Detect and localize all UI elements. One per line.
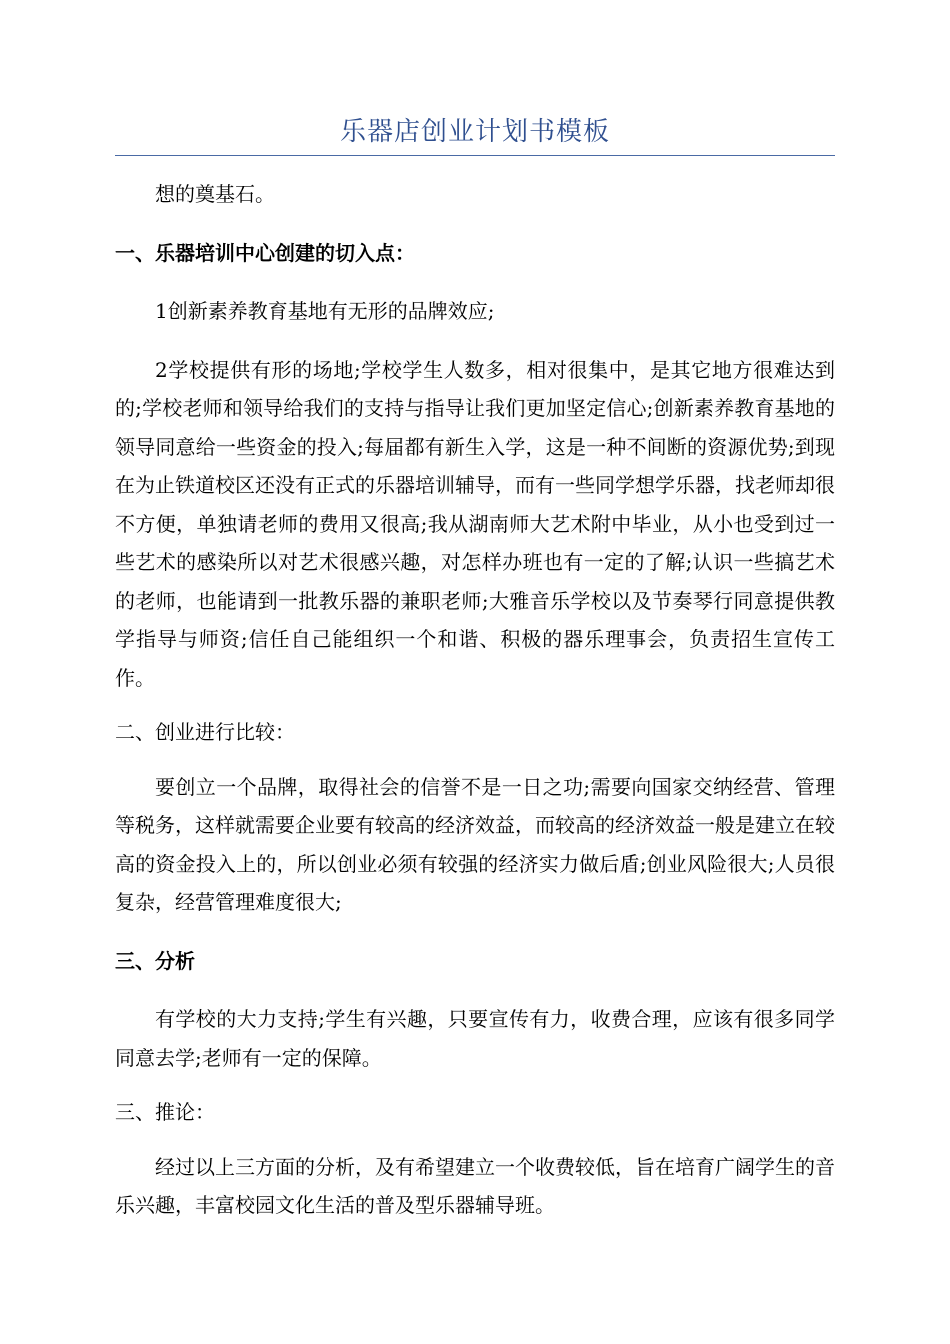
paragraph-analysis: 有学校的大力支持;学生有兴趣，只要宣传有力，收费合理，应该有很多同学同意去学;老师有一定的保障。 (115, 1007, 835, 1070)
paragraph-comparison: 要创立一个品牌，取得社会的信誉不是一日之功;需要向国家交纳经营、管理等税务，这样就需要企业要有较高的经济效益，而较高的经济效益一般是建立在较高的资金投入上的，所以创业必须有较强的经济实力做后盾;创业风险很大;人员很复杂，经营管理难度很大; (115, 774, 835, 914)
spacer (115, 1077, 835, 1093)
paragraph-point-1: 1创新素养教育基地有无形的品牌效应; (155, 299, 495, 323)
spacer (115, 1132, 835, 1148)
document-title: 乐器店创业计划书模板 (339, 117, 610, 147)
spacer (115, 272, 835, 292)
paragraph-continuation: 想的奠基石。 (155, 182, 275, 206)
section-heading-analysis: 三、分析 (115, 948, 195, 973)
document-header (115, 112, 835, 156)
section-heading-conclusion: 三、推论： (115, 1100, 215, 1124)
spacer (115, 980, 835, 1000)
document-body (115, 175, 835, 1225)
spacer (115, 214, 835, 234)
section-heading-comparison: 二、创业进行比较： (115, 720, 295, 744)
spacer (115, 697, 835, 713)
section-heading-entry-points: 一、乐器培训中心创建的切入点： (115, 240, 415, 265)
spacer (115, 752, 835, 768)
spacer (115, 922, 835, 942)
header-divider (115, 155, 835, 156)
paragraph-point-2: 2学校提供有形的场地;学校学生人数多，相对很集中，是其它地方很难达到的;学校老师和领导给我们的支持与指导让我们更加坚定信心;创新素养教育基地的领导同意给一些资金的投入;每届都有新生入学，这是一种不间断的资源优势;到现在为止铁道校区还没有正式的乐器培训辅导，而有一些同学想学乐器，找老师却很不方便，单独请老师的费用又很高;我从湖南师大艺术附中毕业，从小也受到过一些艺术的感染所以对艺术很感兴趣，对怎样办班也有一定的了解;认识一些搞艺术的老师，也能请到一批教乐器的兼职老师;大雅音乐学校以及节奏琴行同意提供教学指导与师资;信任自己能组织一个和谐、积极的器乐理事会，负责招生宣传工作。 (115, 357, 835, 690)
spacer (115, 331, 835, 351)
paragraph-conclusion: 经过以上三方面的分析，及有希望建立一个收费较低，旨在培育广阔学生的音乐兴趣，丰富校园文化生活的普及型乐器辅导班。 (115, 1154, 835, 1217)
